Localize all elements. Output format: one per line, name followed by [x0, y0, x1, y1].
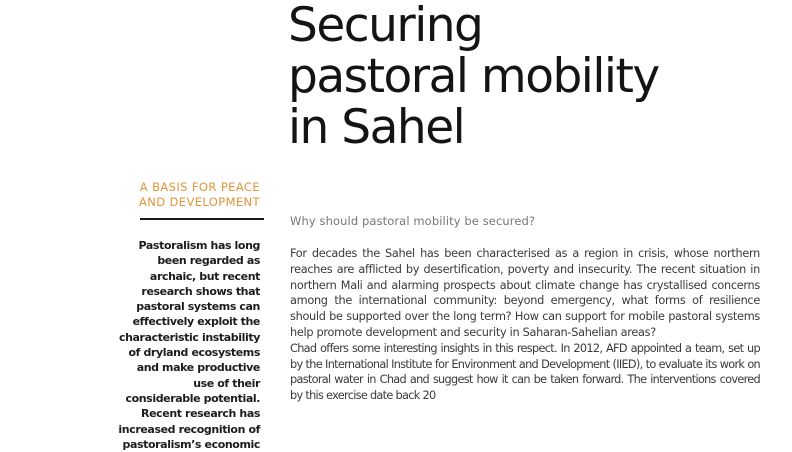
- subtitle-line-2: AND DEVELOPMENT: [138, 195, 260, 209]
- article-title: [288, 0, 768, 153]
- article-subtitle: [130, 180, 260, 210]
- section-heading: Why should pastoral mobility be secured?: [290, 214, 536, 228]
- body-paragraph-2: Chad offers some interesting insights in this respect. In 2012, AFD appointed a team, set up by the International Institute for Environment and Development (IIED), to evaluate its work on pastoral water in Chad and suggest how it can be taken forward. The interventions covered by this exercise date back 20: [290, 341, 760, 403]
- title-line-1: Securing: [288, 0, 483, 53]
- body-paragraph-1: For decades the Sahel has been characterised as a region in crisis, whose northern reaches are afflicted by desertification, poverty and insecurity. The recent situation in northern Mali and alarming prospects about climate change has crystallised concerns among the international community: beyond emergency, what forms of resilience should be supported over the long term? How can support for mobile pastoral systems help promote development and security in Saharan-Sahelian areas?: [290, 247, 760, 339]
- lead-paragraph: Pastoralism has long been regarded as archaic, but recent research shows that pastoral systems can effectively exploit the characteristic instability of dryland ecosystems and make productive use of their considerable potential. Recent research has increased recognition of pastoralism’s economic: [118, 239, 260, 451]
- subtitle-line-1: A BASIS FOR PEACE: [139, 180, 260, 194]
- title-line-3: in Sahel: [288, 100, 465, 155]
- divider-rule: [140, 218, 264, 220]
- body-text: [290, 246, 760, 404]
- title-line-2: pastoral mobility: [288, 49, 659, 104]
